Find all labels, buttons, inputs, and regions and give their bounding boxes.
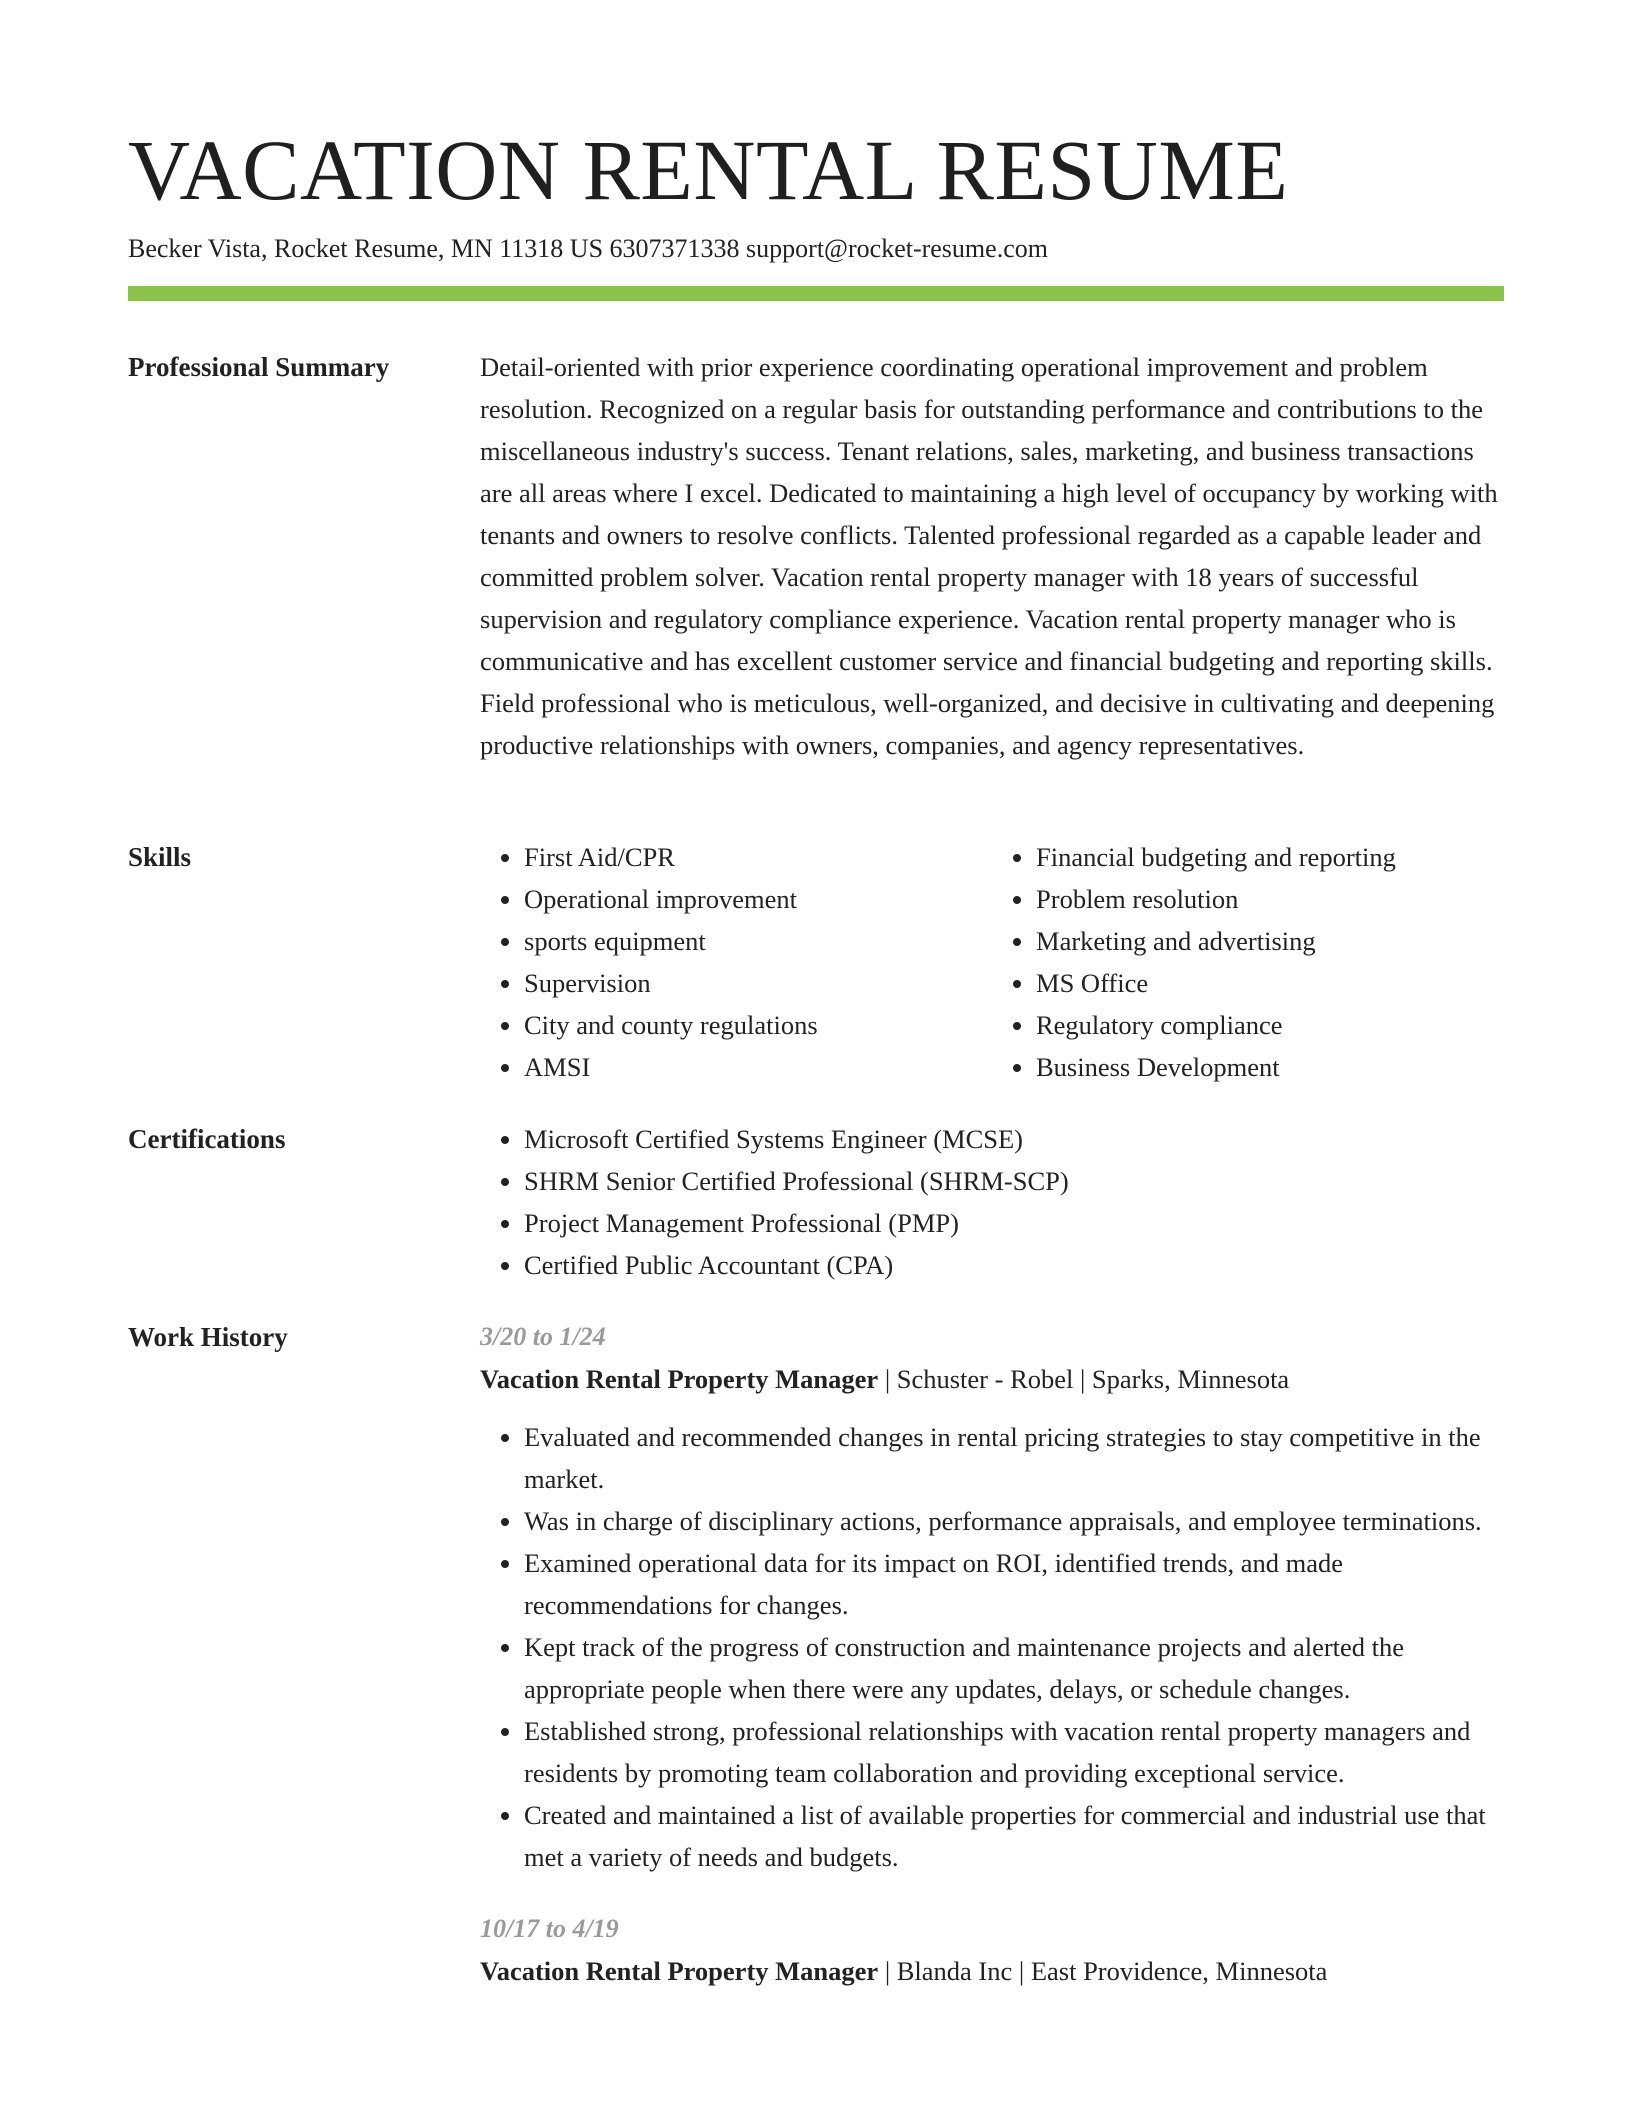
list-item: • Was in charge of disciplinary actions, performance appraisals, and employee terminations.	[524, 1500, 1504, 1542]
summary-label: Professional Summary	[128, 352, 390, 382]
certifications-label: Certifications	[128, 1124, 286, 1154]
list-item: • Supervision	[524, 962, 992, 1004]
resume-title: VACATION RENTAL RESUME	[128, 122, 1289, 218]
summary-text: Detail-oriented with prior experience coordinating operational improvement and problem resolution. Recognized on a regular basis for outstanding performance and contributions to the miscellaneous industry's success. Tenant relations, sales, marketing, and business transactions are all areas where I excel. Dedicated to maintaining a high level of occupancy by working with tenants and owners to resolve conflicts. Talented professional regarded as a capable leader and committed problem solver. Vacation rental property manager with 18 years of successful supervision and regulatory compliance experience. Vacation rental property manager who is communicative and has excellent customer service and financial budgeting and reporting skills. Field professional who is meticulous, well-organized, and decisive in cultivating and deepening productive relationships with owners, companies, and agency representatives.	[480, 352, 1498, 760]
skills-list-right	[992, 836, 1504, 1088]
job-dates: 10/17 to 4/19	[480, 1914, 619, 1943]
summary-body	[480, 346, 1504, 766]
list-item: • Financial budgeting and reporting	[1036, 836, 1504, 878]
list-item: • Evaluated and recommended changes in rental pricing strategies to stay competitive in the market.	[524, 1416, 1504, 1500]
certifications-list	[480, 1118, 1504, 1286]
list-item: • Marketing and advertising	[1036, 920, 1504, 962]
job-title: Vacation Rental Property Manager	[480, 1956, 879, 1986]
list-item: • sports equipment	[524, 920, 992, 962]
list-item: • Kept track of the progress of construction and maintenance projects and alerted the appropriate people when there were any updates, delays, or schedule changes.	[524, 1626, 1504, 1710]
job-dates: 3/20 to 1/24	[480, 1322, 606, 1351]
list-item: • Established strong, professional relationships with vacation rental property managers and residents by promoting team collaboration and providing exceptional service.	[524, 1710, 1504, 1794]
list-item: • MS Office	[1036, 962, 1504, 1004]
skills-list-left	[480, 836, 992, 1088]
job-entry	[480, 1908, 1504, 1992]
list-item: • Regulatory compliance	[1036, 1004, 1504, 1046]
header-divider	[128, 286, 1504, 301]
work-history-body	[480, 1316, 1504, 2022]
certifications-body	[480, 1118, 1504, 1286]
list-item: • Created and maintained a list of available properties for commercial and industrial use that met a variety of needs and budgets.	[524, 1794, 1504, 1878]
list-item: • Examined operational data for its impact on ROI, identified trends, and made recommendations for changes.	[524, 1542, 1504, 1626]
list-item: • AMSI	[524, 1046, 992, 1088]
job-bullets	[480, 1416, 1504, 1878]
job-heading	[480, 1950, 1504, 1992]
list-item: • Certified Public Accountant (CPA)	[524, 1244, 1504, 1286]
job-company-location: | Blanda Inc | East Providence, Minnesota	[878, 1956, 1328, 1986]
list-item: • Project Management Professional (PMP)	[524, 1202, 1504, 1244]
work-history-label: Work History	[128, 1322, 288, 1352]
list-item: • Operational improvement	[524, 878, 992, 920]
list-item: • Microsoft Certified Systems Engineer (MCSE)	[524, 1118, 1504, 1160]
skills-body	[480, 836, 1504, 1088]
job-heading	[480, 1358, 1504, 1400]
list-item: • Problem resolution	[1036, 878, 1504, 920]
job-title: Vacation Rental Property Manager	[480, 1364, 879, 1394]
list-item: • First Aid/CPR	[524, 836, 992, 878]
job-entry	[480, 1316, 1504, 1878]
contact-line: Becker Vista, Rocket Resume, MN 11318 US 6307371338 support@rocket-resume.com	[128, 234, 1048, 263]
list-item: • SHRM Senior Certified Professional (SHRM-SCP)	[524, 1160, 1504, 1202]
job-company-location: | Schuster - Robel | Sparks, Minnesota	[878, 1364, 1290, 1394]
skills-label: Skills	[128, 842, 192, 872]
list-item: • Business Development	[1036, 1046, 1504, 1088]
list-item: • City and county regulations	[524, 1004, 992, 1046]
